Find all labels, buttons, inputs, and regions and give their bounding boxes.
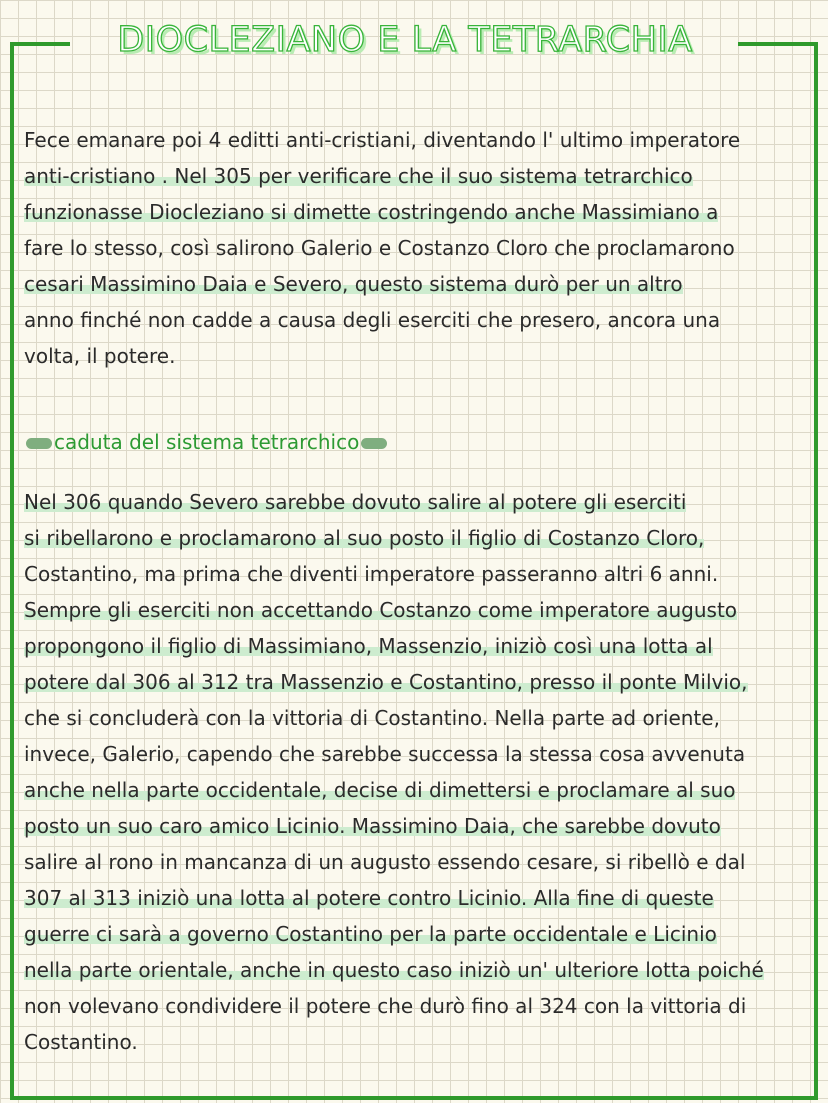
line-text: cesari Massimino Daia e Severo, questo sistema durò per un altro [24, 272, 683, 296]
paragraph-1 [24, 122, 814, 374]
paragraph-1-line [24, 230, 814, 266]
line-text: 307 al 313 iniziò una lotta al potere contro Licinio. Alla fine di queste [24, 886, 714, 910]
paragraph-2-line [24, 1024, 814, 1060]
frame-bottom-border [10, 1096, 818, 1100]
paragraph-2-line [24, 700, 814, 736]
paragraph-2-line [24, 664, 814, 700]
paragraph-2 [24, 484, 814, 1060]
frame-top-right-border [738, 42, 818, 46]
line-text: non volevano condividere il potere che durò fino al 324 con la vittoria di [24, 994, 747, 1018]
subheading-text: caduta del sistema tetrarchico [54, 430, 360, 454]
paragraph-2-line [24, 484, 814, 520]
paragraph-1-line [24, 338, 814, 374]
paragraph-1-line [24, 122, 814, 158]
paragraph-2-line [24, 736, 814, 772]
paragraph-2-line [24, 880, 814, 916]
line-text: anche nella parte occidentale, decise di dimettersi e proclamare al suo [24, 778, 736, 802]
paragraph-2-line [24, 592, 814, 628]
line-text: anti-cristiano . Nel 305 per verificare che il suo sistema tetrarchico [24, 164, 693, 188]
line-text: Costantino. [24, 1030, 138, 1054]
section-subheading [24, 424, 389, 460]
right-pill-decoration [361, 438, 387, 449]
paragraph-2-line [24, 952, 814, 988]
line-text: fare lo stesso, così salirono Galerio e Costanzo Cloro che proclamarono [24, 236, 735, 260]
paragraph-2-line [24, 844, 814, 880]
frame-top-left-border [10, 42, 70, 46]
line-text: che si concluderà con la vittoria di Costantino. Nella parte ad oriente, [24, 706, 720, 730]
page-title: DIOCLEZIANO E LA TETRARCHIA [117, 20, 693, 60]
paragraph-1-line [24, 158, 814, 194]
paragraph-2-line [24, 520, 814, 556]
paragraph-2-line [24, 808, 814, 844]
paragraph-1-line [24, 194, 814, 230]
frame-left-border [10, 42, 14, 1100]
line-text: funzionasse Diocleziano si dimette costringendo anche Massimiano a [24, 200, 719, 224]
line-text: posto un suo caro amico Licinio. Massimino Daia, che sarebbe dovuto [24, 814, 721, 838]
line-text: Nel 306 quando Severo sarebbe dovuto salire al potere gli eserciti [24, 490, 687, 514]
line-text: si ribellarono e proclamarono al suo posto il figlio di Costanzo Cloro, [24, 526, 705, 550]
line-text: Fece emanare poi 4 editti anti-cristiani, diventando l' ultimo imperatore [24, 128, 741, 152]
line-text: salire al rono in mancanza di un augusto essendo cesare, si ribellò e dal [24, 850, 746, 874]
paragraph-2-line [24, 628, 814, 664]
paragraph-2-line [24, 772, 814, 808]
line-text: potere dal 306 al 312 tra Massenzio e Costantino, presso il ponte Milvio, [24, 670, 748, 694]
line-text: nella parte orientale, anche in questo caso iniziò un' ulteriore lotta poiché [24, 958, 764, 982]
paragraph-2-line [24, 556, 814, 592]
line-text: propongono il figlio di Massimiano, Massenzio, iniziò così una lotta al [24, 634, 713, 658]
paragraph-1-line [24, 266, 814, 302]
line-text: Costantino, ma prima che diventi imperatore passeranno altri 6 anni. [24, 562, 719, 586]
paragraph-2-line [24, 916, 814, 952]
line-text: guerre ci sarà a governo Costantino per la parte occidentale e Licinio [24, 922, 717, 946]
frame-right-border [814, 42, 818, 1100]
paragraph-1-line [24, 302, 814, 338]
line-text: anno finché non cadde a causa degli eserciti che presero, ancora una [24, 308, 721, 332]
line-text: Sempre gli eserciti non accettando Costanzo come imperatore augusto [24, 598, 738, 622]
line-text: volta, il potere. [24, 344, 176, 368]
line-text: invece, Galerio, capendo che sarebbe successa la stessa cosa avvenuta [24, 742, 746, 766]
paragraph-2-line [24, 988, 814, 1024]
left-pill-decoration [26, 438, 52, 449]
